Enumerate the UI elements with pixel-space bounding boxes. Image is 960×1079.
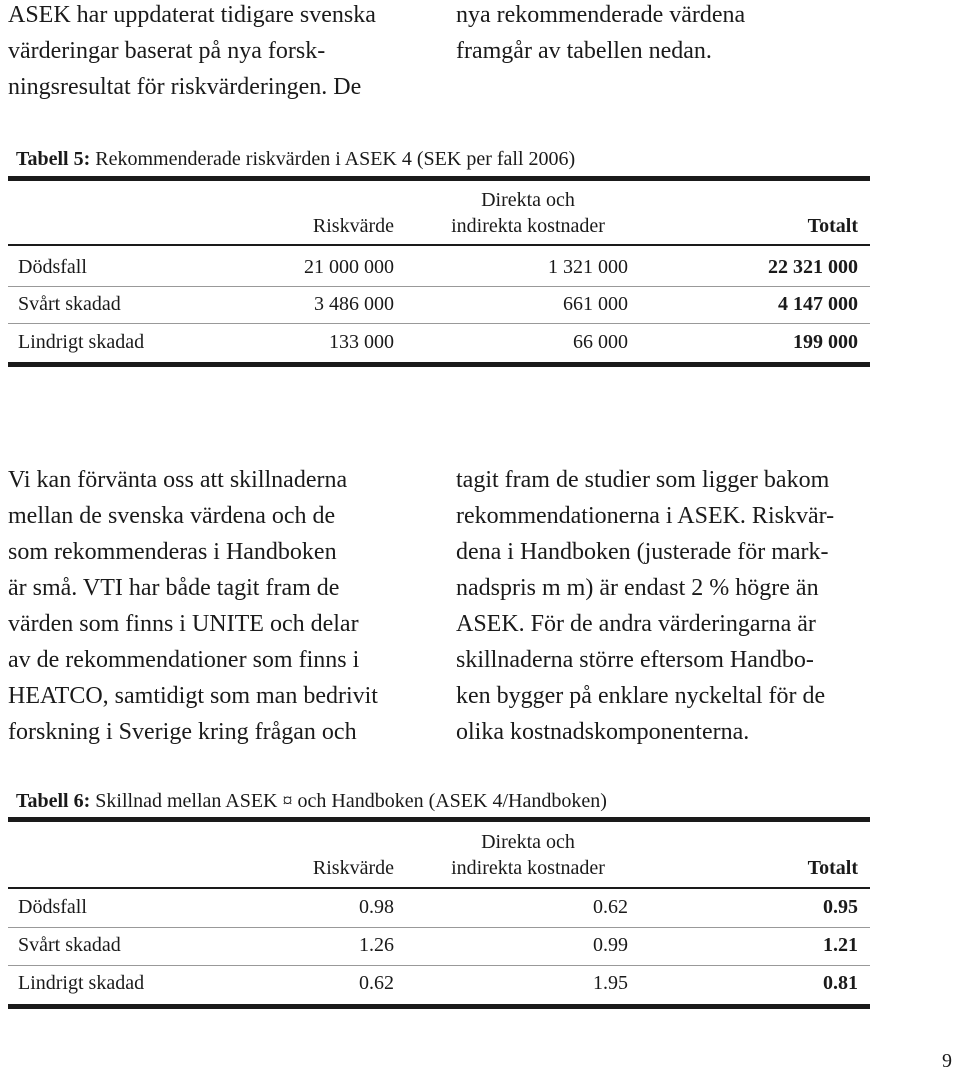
text-line: av de rekommendationer som finns i — [8, 647, 360, 673]
text-line: värderingar baserat på nya forsk- — [8, 38, 326, 64]
table6-header-rule — [8, 887, 870, 889]
table5-row-divider — [8, 323, 870, 324]
table5-cell-totalt: 22 321 000 — [768, 256, 858, 278]
table5-header-kostnader-line1: Direkta och — [481, 189, 575, 211]
table5-cell-totalt: 4 147 000 — [778, 293, 858, 315]
text-line: nadspris m m) är endast 2 % högre än — [456, 575, 819, 601]
text-line: olika kostnadskomponenterna. — [456, 719, 750, 745]
table6-cell-totalt: 1.21 — [823, 934, 858, 956]
text-line: ASEK har uppdaterat tidigare svenska — [8, 2, 376, 28]
table5-row-label: Svårt skadad — [18, 293, 121, 315]
text-line: är små. VTI har både tagit fram de — [8, 575, 340, 601]
table6-header-kostnader-line2: indirekta kostnader — [451, 857, 605, 879]
table6-header-totalt: Totalt — [807, 857, 858, 879]
table6 — [8, 817, 870, 1017]
table6-cell-totalt: 0.95 — [823, 896, 858, 918]
body-right-column — [456, 462, 936, 750]
text-line: dena i Handboken (justerade för mark- — [456, 539, 829, 565]
table6-caption-text: Skillnad mellan ASEK ¤ och Handboken (ASEK 4/Handboken) — [90, 790, 607, 812]
table5-cell-riskvarde: 133 000 — [329, 331, 394, 353]
table5-row-label: Lindrigt skadad — [18, 331, 145, 353]
text-line: värden som finns i UNITE och delar — [8, 611, 359, 637]
table5-header-totalt: Totalt — [807, 215, 858, 237]
table5-row-label: Dödsfall — [18, 256, 87, 278]
table6-cell-riskvarde: 1.26 — [359, 934, 394, 956]
table6-top-rule — [8, 817, 870, 822]
table5-caption-label: Tabell 5: — [16, 148, 91, 170]
table5-cell-kostnader: 1 321 000 — [548, 256, 628, 278]
table6-row-divider — [8, 965, 870, 966]
text-line: Vi kan förvänta oss att skillnaderna — [8, 467, 348, 493]
intro-right-column — [456, 0, 896, 69]
table5-cell-kostnader: 66 000 — [573, 331, 628, 353]
text-line: ken bygger på enklare nyckeltal för de — [456, 683, 826, 709]
page-number: 9 — [942, 1050, 952, 1072]
table5 — [8, 176, 870, 372]
intro-left-column — [8, 0, 448, 105]
body-left-column — [8, 462, 448, 750]
table5-cell-kostnader: 661 000 — [563, 293, 628, 315]
table6-cell-kostnader: 0.62 — [593, 896, 628, 918]
table6-bottom-rule — [8, 1004, 870, 1009]
table5-cell-riskvarde: 3 486 000 — [314, 293, 394, 315]
text-line: skillnaderna större eftersom Handbo- — [456, 647, 814, 673]
text-line: nya rekommenderade värdena — [456, 2, 746, 28]
text-line: HEATCO, samtidigt som man bedrivit — [8, 683, 378, 709]
table6-row-divider — [8, 927, 870, 928]
table6-cell-riskvarde: 0.98 — [359, 896, 394, 918]
table5-caption — [16, 148, 575, 171]
text-line: rekommendationerna i ASEK. Riskvär- — [456, 503, 835, 529]
text-line: ASEK. För de andra värderingarna är — [456, 611, 816, 637]
text-line: framgår av tabellen nedan. — [456, 38, 712, 64]
table6-caption-label: Tabell 6: — [16, 790, 91, 812]
table6-caption — [16, 790, 607, 813]
table6-row-label: Lindrigt skadad — [18, 972, 145, 994]
table5-caption-text: Rekommenderade riskvärden i ASEK 4 (SEK per fall 2006) — [90, 148, 576, 170]
table6-cell-kostnader: 0.99 — [593, 934, 628, 956]
table5-top-rule — [8, 176, 870, 181]
table5-header-kostnader-line2: indirekta kostnader — [451, 215, 605, 237]
table5-cell-totalt: 199 000 — [793, 331, 858, 353]
table6-header-riskvarde: Riskvärde — [312, 857, 394, 879]
table5-header-riskvarde: Riskvärde — [312, 215, 394, 237]
table6-cell-kostnader: 1.95 — [593, 972, 628, 994]
table5-row-divider — [8, 286, 870, 287]
table5-header-rule — [8, 244, 870, 246]
table6-row-label: Svårt skadad — [18, 934, 121, 956]
table5-cell-riskvarde: 21 000 000 — [304, 256, 394, 278]
text-line: forskning i Sverige kring frågan och — [8, 719, 357, 745]
table6-row-label: Dödsfall — [18, 896, 87, 918]
table6-cell-totalt: 0.81 — [823, 972, 858, 994]
text-line: ningsresultat för riskvärderingen. De — [8, 74, 362, 100]
text-line: som rekommenderas i Handboken — [8, 539, 337, 565]
table6-cell-riskvarde: 0.62 — [359, 972, 394, 994]
table5-bottom-rule — [8, 362, 870, 367]
table6-header-kostnader-line1: Direkta och — [481, 831, 575, 853]
text-line: mellan de svenska värdena och de — [8, 503, 336, 529]
text-line: tagit fram de studier som ligger bakom — [456, 467, 830, 493]
